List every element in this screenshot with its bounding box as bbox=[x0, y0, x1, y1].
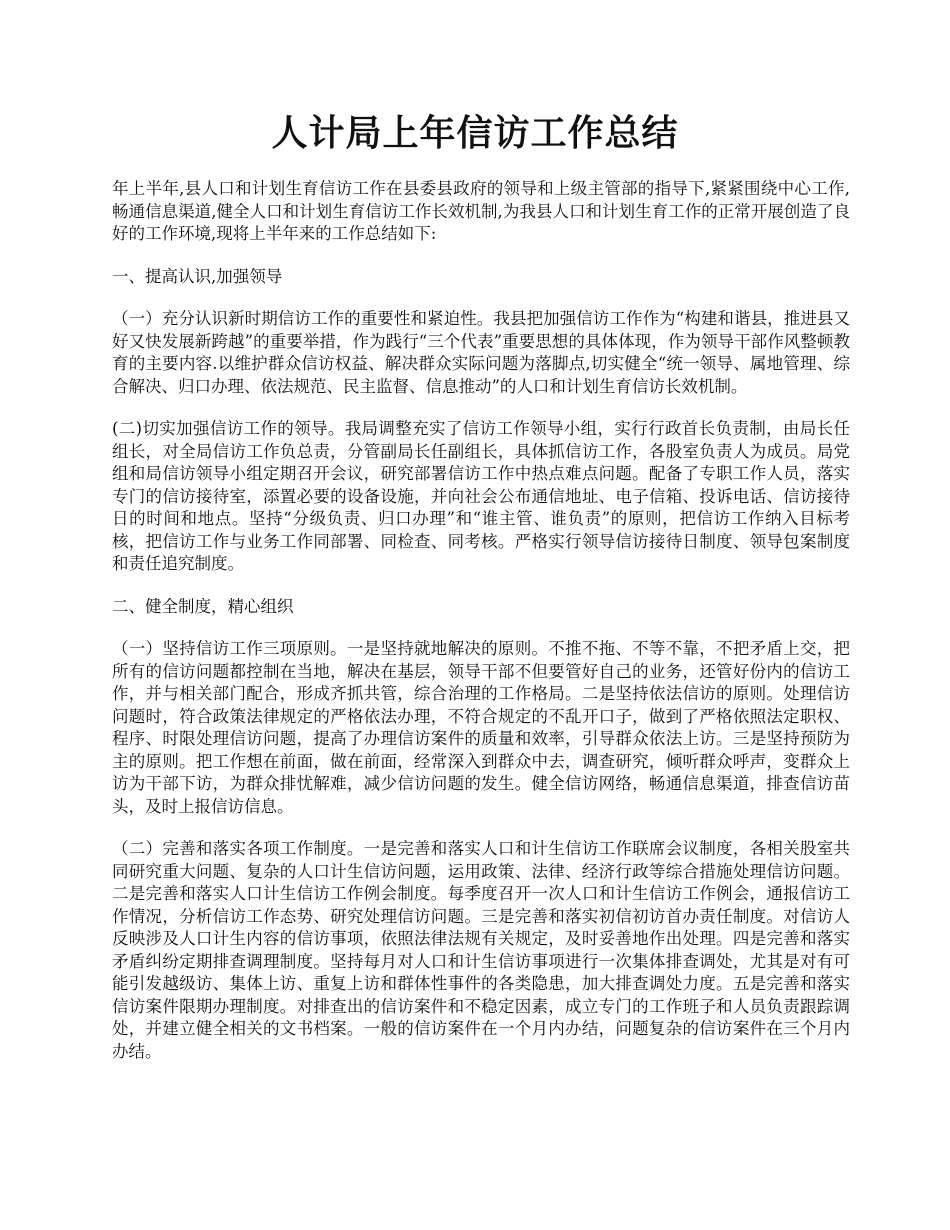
section-heading-1: 一、提高认识,加强领导 bbox=[112, 266, 283, 286]
document-title: 人计局上年信访工作总结 bbox=[271, 112, 679, 154]
section2-paragraph-1: （一）坚持信访工作三项原则。一是坚持就地解决的原则。不推不拖、不等不靠，不把矛盾上交，把所有的信访问题都控制在当地，解决在基层，领导干部不但要管好自己的业务，还管好份内的信访工作，并与相关部门配合，形成齐抓共管，综合治理的工作格局。二是坚持依法信访的原则。处理信访问题时，符合政策法律规定的严格依法办理，不符合规定的不乱开口子，做到了严格依照法定职权、程序、时限处理信访问题，提高了办理信访案件的质量和效率，引导群众依法上访。三是坚持预防为主的原则。把工作想在前面，做在前面，经常深入到群众中去，调查研究，倾听群众呼声，变群众上访为干部下访，为群众排忧解难，减少信访问题的发生。健全信访网络，畅通信息渠道，排查信访苗头，及时上报信访信息。 bbox=[112, 639, 850, 816]
intro-paragraph: 年上半年,县人口和计划生育信访工作在县委县政府的领导和上级主管部的指导下,紧紧围绕中心工作,畅通信息渠道,健全人口和计划生育信访工作长效机制,为我县人口和计划生育工作的正常开展创造了良好的工作环境,现将上半年来的工作总结如下: bbox=[112, 179, 850, 243]
section1-paragraph-2: (二)切实加强信访工作的领导。我局调整充实了信访工作领导小组，实行行政首长负责制，由局长任组长，对全局信访工作负总责，分管副局长任副组长，具体抓信访工作，各股室负责人为成员。局党组和局信访领导小组定期召开会议，研究部署信访工作中热点难点问题。配备了专职工作人员，落实专门的信访接待室，添置必要的设备设施，并向社会公布通信地址、电子信箱、投诉电话、信访接待日的时间和地点。坚持“分级负责、归口办理”和“谁主管、谁负责”的原则，把信访工作纳入目标考核，把信访工作与业务工作同部署、同检查、同考核。严格实行领导信访接待日制度、领导包案制度和责任追究制度。 bbox=[112, 419, 850, 573]
section1-paragraph-1: （一）充分认识新时期信访工作的重要性和紧迫性。我县把加强信访工作作为“构建和谐县，推进县又好又快发展新跨越”的重要举措，作为践行“三个代表”重要思想的具体体现，作为领导干部作风整顿教育的主要内容.以维护群众信访权益、解决群众实际问题为落脚点,切实健全“统一领导、属地管理、综合解决、归口办理、依法规范、民主监督、信息推动”的人口和计划生育信访长效机制。 bbox=[112, 309, 850, 396]
section-heading-2: 二、健全制度，精心组织 bbox=[112, 596, 294, 616]
section2-paragraph-2: （二）完善和落实各项工作制度。一是完善和落实人口和计生信访工作联席会议制度，各相关股室共同研究重大问题、复杂的人口计生信访问题，运用政策、法律、经济行政等综合措施处理信访问题。二是完善和落实人口计生信访工作例会制度。每季度召开一次人口和计生信访工作例会，通报信访工作情况，分析信访工作态势、研究处理信访问题。三是完善和落实初信初访首办责任制度。对信访人反映涉及人口计生内容的信访事项，依照法律法规有关规定，及时妥善地作出处理。四是完善和落实矛盾纠纷定期排查调理制度。坚持每月对人口和计生信访事项进行一次集体排查调处，尤其是对有可能引发越级访、集体上访、重复上访和群体性事件的各类隐患，加大排查调处力度。五是完善和落实信访案件限期办理制度。对排查出的信访案件和不稳定因素，成立专门的工作班子和人员负责跟踪调处，并建立健全相关的文书档案。一般的信访案件在一个月内办结，问题复杂的信访案件在三个月内办结。 bbox=[112, 839, 850, 1061]
document-body bbox=[112, 178, 850, 1083]
